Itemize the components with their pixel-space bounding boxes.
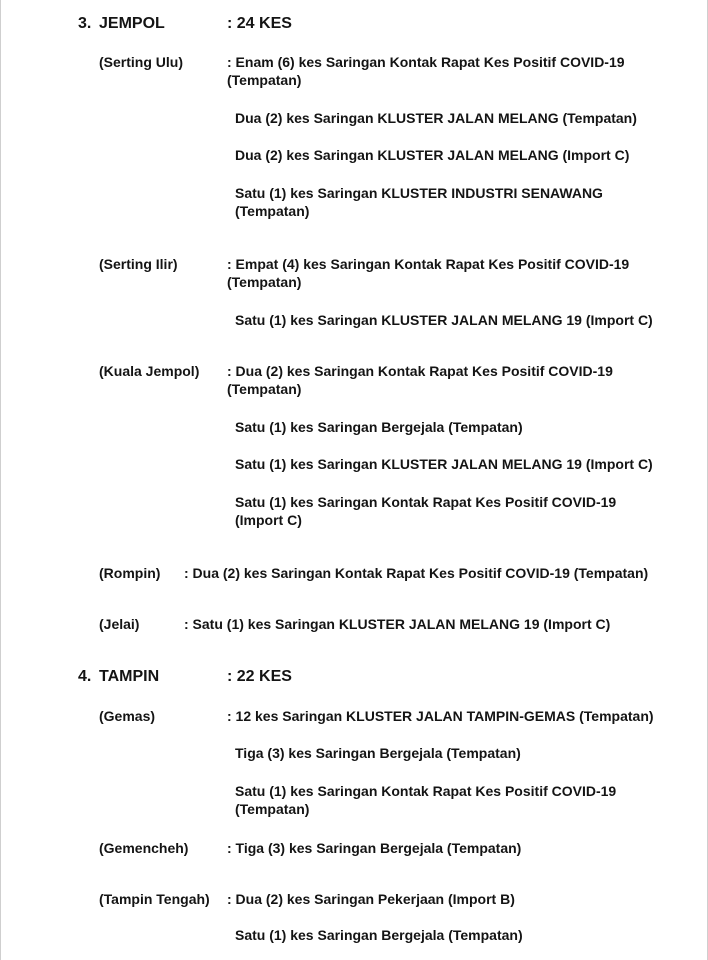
case-entry: Dua (2) kes Saringan KLUSTER JALAN MELANG (Import C) — [235, 147, 630, 163]
case-entry: Tiga (3) kes Saringan Bergejala (Tempatan) — [235, 745, 521, 761]
area-name: (Jelai) — [99, 616, 140, 632]
section-number: 4. — [78, 668, 92, 685]
case-entry: Satu (1) kes Saringan Bergejala (Tempatan) — [235, 419, 523, 435]
area-name: (Gemas) — [99, 708, 156, 724]
case-entry: Satu (1) kes Saringan KLUSTER INDUSTRI SENAWANG (Tempatan) — [235, 185, 603, 219]
case-entry: Satu (1) kes Saringan Kontak Rapat Kes Positif COVID-19 (Import C) — [235, 494, 617, 528]
district-title: JEMPOL — [99, 15, 165, 32]
case-entry: : Enam (6) kes Saringan Kontak Rapat Kes Positif COVID-19 (Tempatan) — [227, 54, 625, 88]
area-name: (Serting Ulu) — [99, 54, 183, 70]
case-entry: Dua (2) kes Saringan KLUSTER JALAN MELANG (Tempatan) — [235, 110, 637, 126]
district-title: TAMPIN — [99, 668, 160, 685]
case-entry: : Empat (4) kes Saringan Kontak Rapat Kes Positif COVID-19 (Tempatan) — [227, 256, 630, 290]
case-entry: : Satu (1) kes Saringan KLUSTER JALAN MELANG 19 (Import C) — [184, 616, 611, 632]
case-entry: : Dua (2) kes Saringan Pekerjaan (Import B) — [227, 891, 515, 907]
district-total: : 24 KES — [227, 15, 292, 32]
case-entry: : 12 kes Saringan KLUSTER JALAN TAMPIN-GEMAS (Tempatan) — [227, 708, 654, 724]
case-entry: : Dua (2) kes Saringan Kontak Rapat Kes Positif COVID-19 (Tempatan) — [227, 363, 613, 397]
case-entry: : Dua (2) kes Saringan Kontak Rapat Kes Positif COVID-19 (Tempatan) — [184, 565, 649, 581]
case-entry: : Tiga (3) kes Saringan Bergejala (Tempatan) — [227, 840, 522, 856]
case-entry: Satu (1) kes Saringan Kontak Rapat Kes Positif COVID-19 (Tempatan) — [235, 783, 617, 817]
area-name: (Serting Ilir) — [99, 256, 178, 272]
district-total: : 22 KES — [227, 668, 292, 685]
case-entry: Satu (1) kes Saringan KLUSTER JALAN MELANG 19 (Import C) — [235, 456, 653, 472]
area-name: (Tampin Tengah) — [99, 891, 210, 907]
case-entry: Satu (1) kes Saringan Bergejala (Tempatan) — [235, 927, 523, 943]
area-name: (Gemencheh) — [99, 840, 189, 856]
case-entry: Satu (1) kes Saringan KLUSTER JALAN MELANG 19 (Import C) — [235, 312, 653, 328]
section-number: 3. — [78, 15, 92, 32]
area-name: (Kuala Jempol) — [99, 363, 200, 379]
area-name: (Rompin) — [99, 565, 161, 581]
